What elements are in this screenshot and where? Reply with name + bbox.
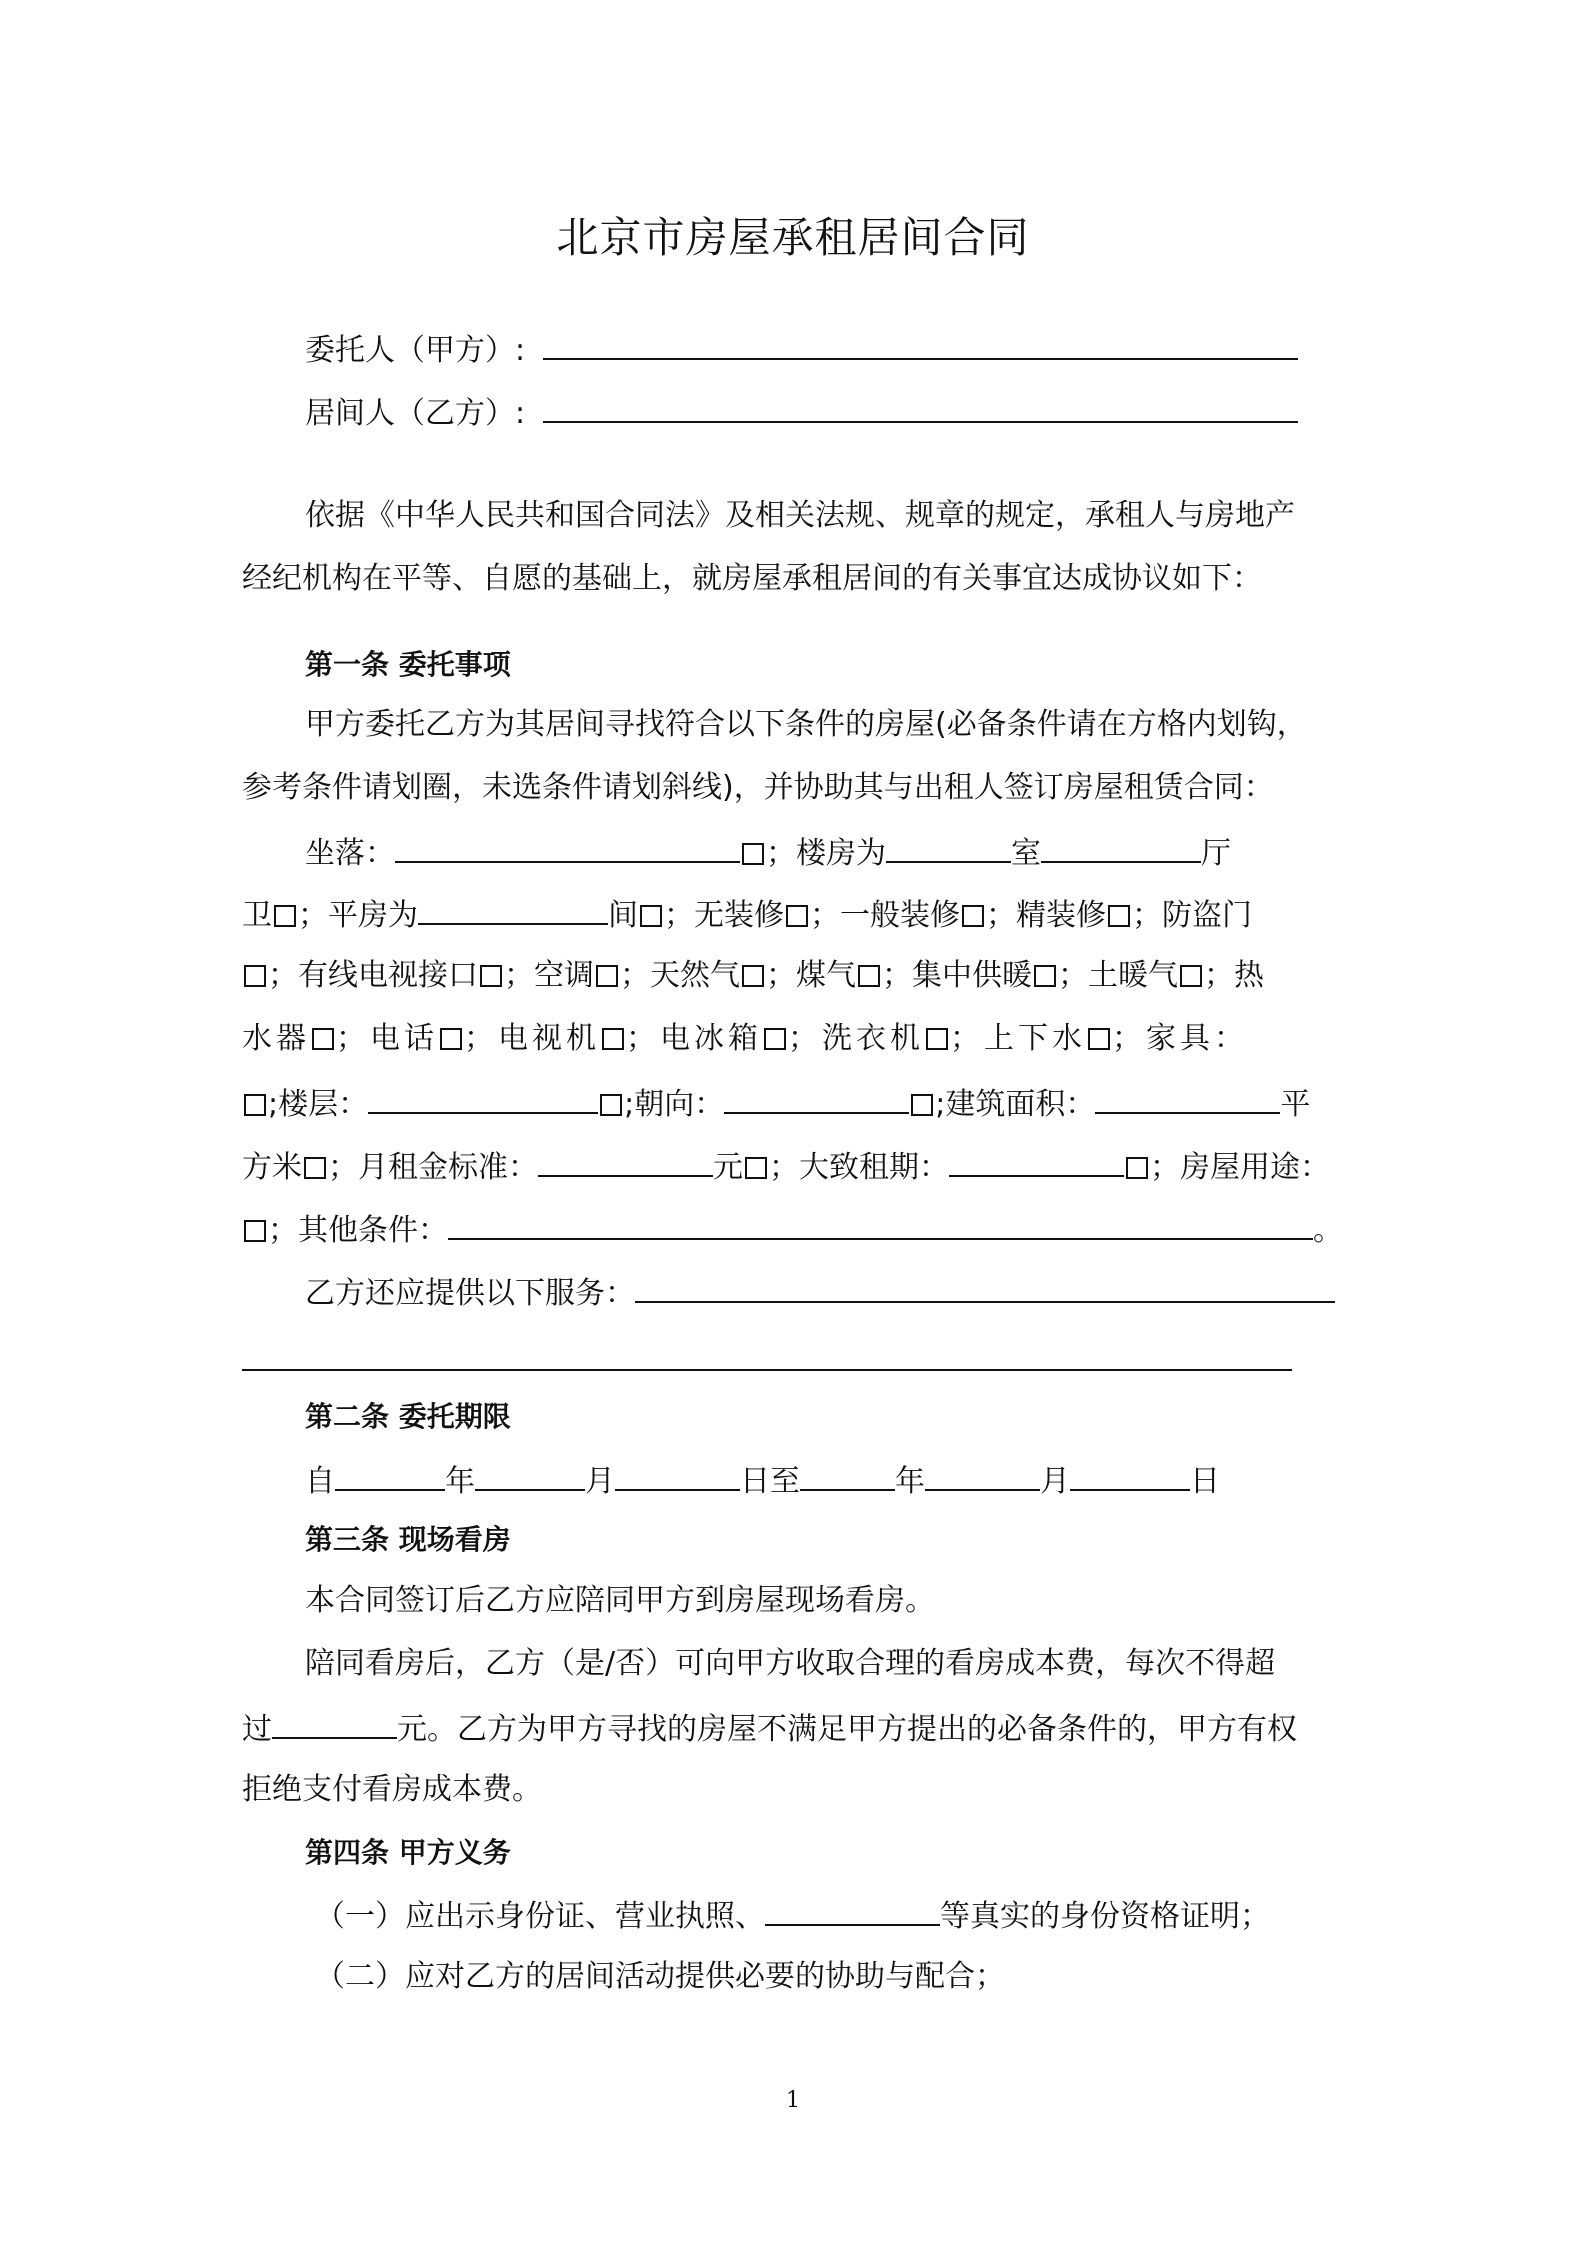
orientation-blank[interactable]: [724, 1082, 909, 1114]
lease-term-blank[interactable]: [949, 1145, 1124, 1177]
start-month-blank[interactable]: [475, 1459, 585, 1491]
local-heating-checkbox[interactable]: [1180, 965, 1202, 987]
end-month-blank[interactable]: [925, 1459, 1040, 1491]
article-3-para-2: 陪同看房后，乙方（是/否）可向甲方收取合理的看房成本费，每次不得超: [305, 1646, 1276, 1681]
area-blank[interactable]: [1095, 1082, 1280, 1114]
floor-blank[interactable]: [368, 1082, 598, 1114]
services-blank[interactable]: [635, 1271, 1335, 1303]
broker-name-blank[interactable]: [543, 391, 1298, 423]
bungalow-rooms-blank[interactable]: [418, 893, 608, 925]
floor-checkbox[interactable]: [600, 1094, 622, 1116]
area-checkbox[interactable]: [304, 1157, 326, 1179]
washer-checkbox[interactable]: [926, 1028, 948, 1050]
client-name-blank[interactable]: [543, 328, 1298, 360]
fine-decoration-checkbox[interactable]: [1108, 905, 1130, 927]
broker-party-line: [305, 391, 1298, 434]
coal-gas-checkbox[interactable]: [858, 965, 880, 987]
condition-line-4: 水器 ；电话 ；电视机 ；电冰箱 ；洗衣机 ；上下水 ；家具：: [242, 1021, 1248, 1056]
other-conditions-blank[interactable]: [448, 1208, 1313, 1240]
services-continuation-blank[interactable]: [242, 1369, 1292, 1371]
rent-blank[interactable]: [538, 1145, 713, 1177]
intro-line-1: 依据《中华人民共和国合同法》及相关法规、规章的规定，承租人与房地产: [305, 498, 1295, 533]
usage-checkbox[interactable]: [244, 1220, 266, 1242]
furniture-checkbox[interactable]: [244, 1094, 266, 1116]
document-title: 北京市房屋承租居间合同: [556, 213, 1030, 262]
natural-gas-checkbox[interactable]: [742, 965, 764, 987]
broker-label: 居间人（乙方）:: [305, 396, 526, 431]
term-period-line: 自 年 月 日至 年 月 日: [305, 1459, 1220, 1502]
water-supply-checkbox[interactable]: [1088, 1028, 1110, 1050]
tv-checkbox[interactable]: [602, 1028, 624, 1050]
phone-checkbox[interactable]: [440, 1028, 462, 1050]
client-party-line: [305, 328, 1298, 371]
normal-decoration-checkbox[interactable]: [962, 905, 984, 927]
article-1-para-2: 参考条件请划圈，未选条件请划斜线)，并协助其与出租人签订房屋租赁合同：: [242, 770, 1274, 805]
client-label: 委托人（甲方）:: [305, 333, 526, 368]
start-year-blank[interactable]: [335, 1459, 445, 1491]
viewing-fee-blank[interactable]: [272, 1707, 397, 1739]
building-checkbox[interactable]: [274, 905, 296, 927]
room-count-blank[interactable]: [886, 831, 1011, 863]
identity-doc-blank[interactable]: [765, 1894, 940, 1926]
end-day-blank[interactable]: [1070, 1459, 1190, 1491]
article-3-heading: 第三条 现场看房: [305, 1523, 511, 1556]
rent-checkbox[interactable]: [745, 1157, 767, 1179]
condition-line-2: 卫 ；平房为 间 ；无装修 ；一般装修 ；精装修 ；防盗门: [242, 893, 1252, 936]
article-4-item-2: （二）应对乙方的居间活动提供必要的协助与配合；: [315, 1959, 1005, 1994]
hall-count-blank[interactable]: [1041, 831, 1201, 863]
condition-line-6: 方米 ；月租金标准： 元 ；大致租期： ；房屋用途：: [242, 1145, 1330, 1188]
article-4-item-1: （一）应出示身份证、营业执照、 等真实的身份资格证明；: [315, 1894, 1270, 1937]
water-heater-checkbox[interactable]: [312, 1028, 334, 1050]
cable-tv-checkbox[interactable]: [480, 965, 502, 987]
condition-line-7: ；其他条件： 。: [242, 1208, 1343, 1251]
central-heating-checkbox[interactable]: [1034, 965, 1056, 987]
start-day-blank[interactable]: [615, 1459, 740, 1491]
fridge-checkbox[interactable]: [764, 1028, 786, 1050]
location-blank[interactable]: [395, 831, 740, 863]
bungalow-checkbox[interactable]: [640, 905, 662, 927]
services-line: 乙方还应提供以下服务：: [305, 1271, 1335, 1314]
security-door-checkbox[interactable]: [244, 965, 266, 987]
article-3-para-4: 拒绝支付看房成本费。: [242, 1772, 542, 1807]
article-1-heading: 第一条 委托事项: [305, 648, 511, 681]
article-2-heading: 第二条 委托期限: [305, 1400, 511, 1433]
article-1-para-1: 甲方委托乙方为其居间寻找符合以下条件的房屋(必备条件请在方格内划钩，: [305, 707, 1307, 742]
condition-line-3: ；有线电视接口 ；空调 ；天然气 ；煤气 ；集中供暖 ；土暖气 ；热: [242, 956, 1264, 996]
article-3-para-3: 过 元。乙方为甲方寻找的房屋不满足甲方提出的必备条件的，甲方有权: [242, 1707, 1297, 1750]
ac-checkbox[interactable]: [596, 965, 618, 987]
location-checkbox[interactable]: [742, 843, 764, 865]
intro-line-2: 经纪机构在平等、自愿的基础上，就房屋承租居间的有关事宜达成协议如下：: [242, 561, 1262, 596]
condition-line-5: ;楼层： ;朝向： ;建筑面积： 平: [242, 1082, 1310, 1125]
no-decoration-checkbox[interactable]: [786, 905, 808, 927]
article-4-heading: 第四条 甲方义务: [305, 1836, 511, 1869]
orientation-checkbox[interactable]: [911, 1094, 933, 1116]
condition-line-1: 坐落： ；楼房为 室 厅: [305, 831, 1231, 874]
article-3-para-1: 本合同签订后乙方应陪同甲方到房屋现场看房。: [305, 1583, 935, 1618]
end-year-blank[interactable]: [800, 1459, 895, 1491]
page-number: 1: [786, 2088, 800, 2113]
lease-term-checkbox[interactable]: [1126, 1157, 1148, 1179]
